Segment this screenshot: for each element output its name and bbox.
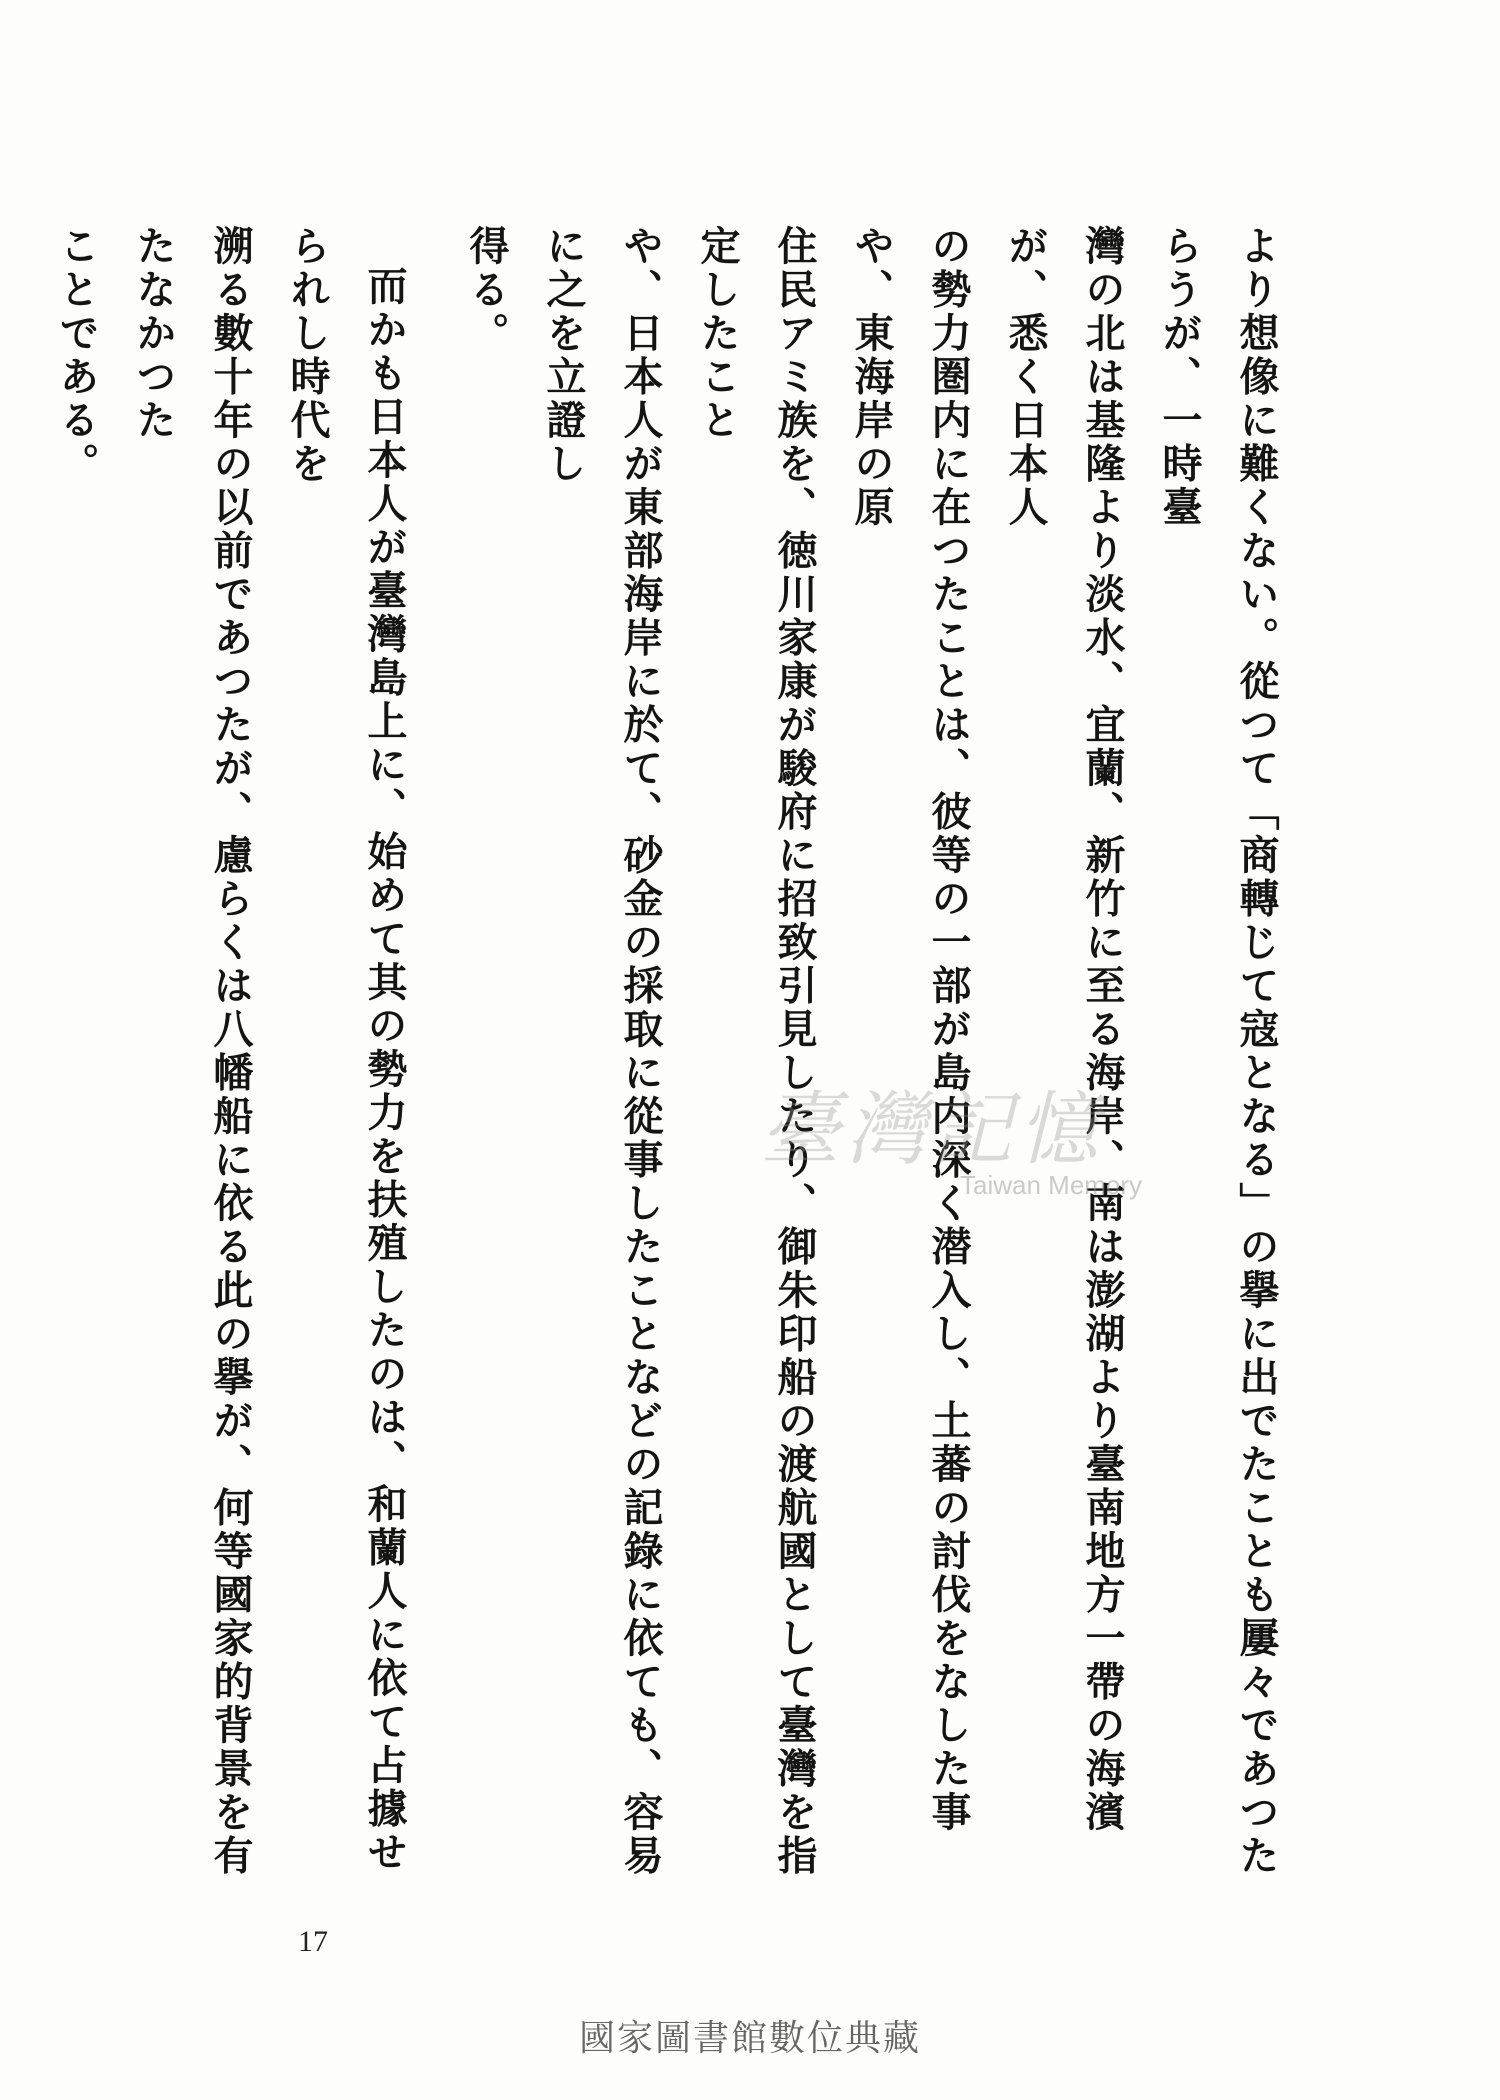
paragraph-gap (13, 225, 38, 1900)
text-line: 得る。 (463, 225, 510, 356)
footer-credit: 國家圖書館數位典藏 (578, 2018, 921, 2059)
watermark-text: Taiwan Memory (960, 1170, 1143, 1200)
text-line: 溯る數十年の以前であつたが、慮らくは八幡船に依る此の擧が、何等國家的背景を有たなかつた (130, 225, 254, 1878)
text-line: 而かも日本人が臺灣島上に、始めて其の勢力を扶殖したのは、和蘭人に依て占據せられし時代を (284, 225, 408, 1875)
text-line: より想像に難くない。從つて「商轉じて寇となる」の擧に出でたことも屢々であつたらうが、一時臺 (1156, 225, 1280, 1878)
text-line: 住民アミ族を、徳川家康が駿府に招致引見したり、御朱印船の渡航國として臺灣を指定したこと (694, 225, 818, 1878)
text-line: や、日本人が東部海岸に於て、砂金の採取に從事したことなどの記錄に依ても、容易に之を立證し (540, 225, 664, 1878)
page-number: 17 (298, 1925, 328, 1958)
text-line: ことである。 (53, 225, 100, 486)
paragraph-gap (423, 225, 448, 1900)
watermark-logo: 臺灣記憶 (760, 1083, 1104, 1176)
text-line: の勢力圏内に在つたことは、彼等の一部が島内深く潜入し、土蕃の討伐をなした事や、東海岸の原 (848, 225, 972, 1835)
text-line (0, 225, 13, 1900)
vertical-text-body (53, 225, 1295, 1900)
text-line: 灣の北は基隆より淡水、宜蘭、新竹に至る海岸、南は澎湖より臺南地方一帶の海濱が、悉く日本人 (1002, 225, 1126, 1835)
